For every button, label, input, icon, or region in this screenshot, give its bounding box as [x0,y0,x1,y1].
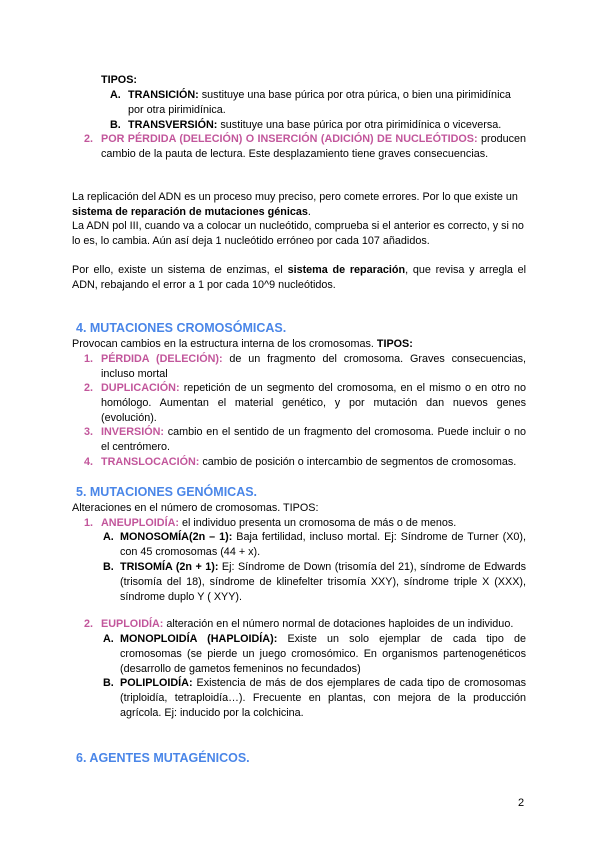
list-marker: B. [103,561,114,573]
replication-paragraph [72,190,526,220]
monoploidia-item [120,632,526,677]
definition: Baja fertilidad, incluso mortal. Ej: Síndrome de Turner (X0), con 45 cromosomas (44 + x). [120,531,526,558]
section-heading: 5. MUTACIONES GENÓMICAS. [76,485,258,499]
definition: Existe un solo ejemplar de cada tipo de cromosomas (se pierde un juego cromosómico. En organismos partenogenéticos (desarrollo de gametos femeninos no fecundados) [120,633,526,675]
list-number: 1. [84,353,94,365]
chromosome-mutation-item [101,381,526,426]
definition: repetición de un segmento del cromosoma, en el mismo o en otro no homólogo. Aumentan el material genético, y por mutación dan nuevos genes (evolución). [101,382,526,424]
section-heading: 6. AGENTES MUTAGÉNICOS. [76,751,250,765]
definition: de un fragmento del cromosoma. Graves consecuencias, incluso mortal [101,353,526,380]
term: DUPLICACIÓN: [101,382,180,394]
list-marker: A. [103,531,114,543]
transversion-item [128,118,526,133]
definition: Ej: Síndrome de Down (trisomía del 21), síndrome de Edwards (trisomía del 18), síndrome de klinefelter trisomía XXY), síndrome triple X (XXX), síndrome duplo Y ( XYY). [120,561,527,603]
list-number: 3. [84,426,94,438]
perdida-insercion-item [101,132,526,162]
term: POLIPLOIDÍA: [120,677,193,689]
chromosome-mutation-item [101,352,526,382]
euploidia-item [101,617,526,632]
term: TRISOMÍA (2n + 1): [120,561,219,573]
chromosome-mutation-item [101,425,526,455]
list-number: 4. [84,456,94,468]
term: POR PÉRDIDA (DELECIÓN) O INSERCIÓN (ADICIÓN) DE NUCLEÓTIDOS: [101,133,478,145]
bold-term: TIPOS: [376,338,413,350]
section-intro: Alteraciones en el número de cromosomas. TIPOS: [72,502,319,514]
definition: alteración en el número normal de dotaciones haploides de un individuo. [163,618,514,630]
section-heading: 4. MUTACIONES CROMOSÓMICAS. [76,321,287,335]
definition: cambio en el sentido de un fragmento del cromosoma. Puede incluir o no el centrómero. [101,426,526,453]
section-intro [72,338,413,350]
definition: sustituye una base púrica por otra pirimidínica o viceversa. [217,119,502,131]
text: . [307,206,311,218]
list-marker: B. [110,119,121,131]
text: , que revisa y arregla el ADN, rebajando el error a 1 por cada 10^9 nucleótidos. [72,264,526,291]
list-number: 2. [84,133,94,145]
bold-term: sistema de reparación [287,264,406,276]
term: INVERSIÓN: [101,426,164,438]
list-number: 2. [84,382,94,394]
monosomia-item [120,530,526,560]
list-number: 1. [84,517,94,529]
term: MONOSOMÍA(2n – 1): [120,531,233,543]
definition: el individuo presenta un cromosoma de más o de menos. [178,517,457,529]
trisomia-item [120,560,526,605]
chromosome-mutation-item [101,455,526,470]
list-marker: A. [110,89,121,101]
term: TRANSLOCACIÓN: [101,456,200,468]
repair-paragraph [72,263,526,293]
list-marker: B. [103,677,114,689]
poliploidia-item [120,676,526,721]
definition: Existencia de más de dos ejemplares de cada tipo de cromosomas (triploidía, tetraploidía…). Frecuente en plantas, con mejora de la producción agrícola. Ej: inducido por la colchicina. [120,677,526,719]
bold-term: sistema de reparación de mutaciones génicas [72,206,308,218]
aneuploidia-item [101,516,526,531]
term: EUPLOIDÍA: [101,618,164,630]
definition: sustituye una base púrica por otra púrica, o bien una pirimidínica por otra pirimidínica. [128,89,511,116]
adn-pol-paragraph: La ADN pol III, cuando va a colocar un nucleótido, comprueba si el anterior es correcto, y si no lo es, lo cambia. Aún así deja 1 nucleótido erróneo por cada 107 añadidos. [72,220,524,247]
text: La replicación del ADN es un proceso muy preciso, pero comete errores. Por lo que existe un [72,191,518,203]
term: TRANSICIÓN: [128,89,199,101]
text: Por ello, existe un sistema de enzimas, el [72,264,288,276]
definition: producen cambio de la pauta de lectura. Este desplazamiento tiene graves consecuencias. [101,133,526,160]
tipos-label: TIPOS: [101,74,137,86]
transicion-item [128,88,526,118]
term: PÉRDIDA (DELECIÓN): [101,353,223,365]
term: MONOPLOIDÍA (HAPLOIDÍA): [120,633,278,645]
term: ANEUPLOIDÍA: [101,517,179,529]
text: Provocan cambios en la estructura interna de los cromosomas. [72,338,377,350]
list-number: 2. [84,618,94,630]
term: TRANSVERSIÓN: [128,119,218,131]
page-number: 2 [518,797,525,809]
definition: cambio de posición o intercambio de segmentos de cromosomas. [199,456,517,468]
list-marker: A. [103,633,114,645]
